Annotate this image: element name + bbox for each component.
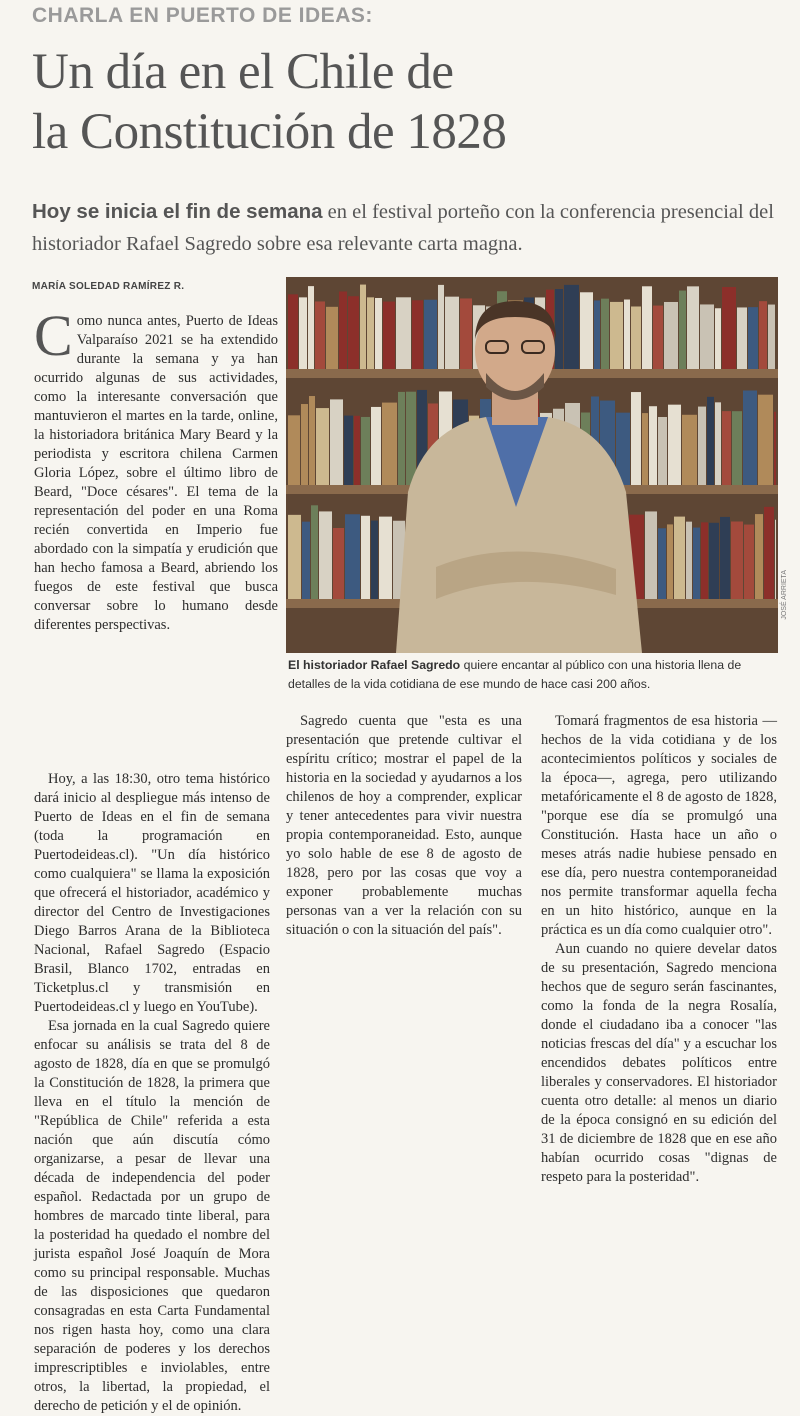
photo-caption: [288, 656, 782, 694]
book-spine: [693, 528, 700, 599]
body-paragraph-1-text: omo nunca antes, Puerto de Ideas Valparaíso 2021 se ha extendido durante la semana y ya han ocurrido algunas de sus actividades, como la interesante conversación que mantuvieron el martes en la tarde, online, la historiadora británica Mary Beard y la periodista y escritora chilena Carmen Gloria López, sobre el último libro de Beard, "Doce césares". El tema de la representación del poder en una Roma recién convertida en Imperio fue abordado con la simpatía y erudición que han hecho famosa a Beard, abriendo los fuegos de este festival que busca conversar sobre lo humano desde diferentes perspectivas.: [34, 313, 278, 633]
book-spine: [764, 507, 774, 599]
body-column-2: [286, 712, 522, 940]
body-paragraph-2: Hoy, a las 18:30, otro tema histórico dará inicio al despliegue más intenso de Puerto de Ideas en el fin de semana (toda la programación en Puertodeideas.cl). "Un día histórico como cualquiera" se llama la exposición que ofrecerá el historiador, académico y director del Centro de Investigaciones Diego Barros Arana de la Biblioteca Nacional, Rafael Sagredo (Espacio Brasil, Blanco 1702, entradas en Ticketplus.cl y transmisión en Puertodeideas.cl y luego en YouTube).: [34, 771, 270, 1015]
book-spine: [755, 514, 763, 599]
book-spine: [748, 307, 758, 369]
book-spine: [686, 522, 692, 599]
book-spine: [445, 297, 459, 369]
book-spine: [775, 520, 776, 599]
book-spine: [687, 286, 699, 369]
book-spine: [580, 292, 593, 369]
book-spine: [631, 306, 641, 369]
body-column-1-bottom: [34, 770, 270, 1416]
book-spine: [658, 528, 666, 599]
book-spine: [653, 306, 663, 369]
book-spine: [720, 517, 730, 599]
book-spine: [668, 405, 681, 485]
book-spine: [658, 417, 667, 485]
book-spine: [375, 298, 382, 369]
book-spine: [715, 308, 721, 369]
book-spine: [667, 524, 673, 599]
book-spine: [333, 528, 344, 599]
book-spine: [731, 522, 743, 599]
book-spine: [674, 517, 685, 599]
headline-line-1: Un día en el Chile de: [32, 44, 454, 100]
book-spine: [412, 300, 423, 369]
book-spine: [601, 299, 609, 369]
byline: MARÍA SOLEDAD RAMÍREZ R.: [32, 281, 185, 292]
book-spine: [768, 305, 775, 369]
book-spine: [631, 392, 641, 485]
book-spine: [288, 294, 298, 369]
book-spine: [722, 287, 736, 369]
book-spine: [371, 407, 381, 485]
photo-rafael-sagredo: [286, 277, 778, 653]
book-spine: [360, 285, 366, 369]
book-spine: [319, 511, 332, 599]
book-spine: [438, 285, 444, 369]
book-spine: [758, 395, 773, 485]
deck: [32, 196, 782, 260]
book-spine: [345, 514, 360, 599]
deck-text: en el festival porteño con la conferencia presencial del historiador Rafael Sagredo sobre esa relevante carta magna.: [32, 201, 774, 255]
book-spine: [642, 286, 652, 369]
book-spine: [348, 296, 359, 369]
book-spine: [715, 402, 721, 485]
headline-line-2: la Constitución de 1828: [32, 104, 507, 160]
book-spine: [624, 300, 630, 369]
caption-text: quiere encantar al público con una historia llena de detalles de la vida cotidiana de ese mundo de hace casi 200 años.: [288, 658, 742, 691]
body-paragraph-1: [34, 303, 278, 635]
book-spine: [311, 505, 318, 599]
book-spine: [722, 411, 731, 485]
book-spine: [326, 307, 338, 369]
book-spine: [744, 525, 754, 599]
body-paragraph-5: Tomará fragmentos de esa historia —hechos de la vida cotidiana y de los acontecimientos políticos y sociales de la época—, agrega, pero utilizando metafóricamente el 8 de agosto de 1828, "porque ese día se promulgó una Constitución. Hasta hace un año o meses atrás nadie hubiese pensado en ese día, pero nuestra contemporaneidad nos permite transformar aquella fecha en un hito histórico, aunque en la práctica es un día como cualquier otro".: [541, 713, 777, 938]
book-spine: [361, 417, 370, 485]
book-spine: [737, 307, 747, 369]
book-spine: [371, 521, 378, 599]
book-spine: [424, 300, 437, 369]
kicker: CHARLA EN PUERTO DE IDEAS:: [32, 4, 373, 27]
book-spine: [383, 302, 395, 369]
book-spine: [367, 297, 374, 369]
book-spine: [288, 415, 300, 485]
book-spine: [382, 403, 397, 485]
book-spine: [302, 522, 310, 599]
drop-cap: C: [34, 303, 73, 368]
book-spine: [701, 522, 708, 599]
book-spine: [396, 297, 411, 369]
book-spine: [709, 523, 719, 599]
book-spine: [555, 289, 563, 369]
book-spine: [679, 291, 686, 369]
book-spine: [339, 291, 347, 369]
body-paragraph-6: Aun cuando no quiere develar datos de su presentación, Sagredo menciona hechos que de seguro serán fascinantes, como la fonda de la negra Rosalía, donde el ciudadano iba a conocer "las noticias frescas del día" y a escuchar los encendidos debates políticos entre liberales y conservadores. El historiador cuenta otro detalle: al menos un diario de la época consignó en su edición del 31 de diciembre de 1828 que en ese año habían ocurrido cosas "dignas de respeto para la posteridad".: [541, 941, 777, 1185]
book-spine: [594, 300, 600, 369]
book-spine: [743, 390, 757, 485]
book-spine: [774, 412, 776, 485]
headline: [32, 42, 772, 162]
book-spine: [288, 515, 301, 599]
book-spine: [732, 411, 742, 485]
book-spine: [301, 404, 308, 485]
book-spine: [308, 286, 314, 369]
book-spine: [379, 517, 392, 599]
book-spine: [316, 408, 329, 485]
body-column-3: [541, 712, 777, 1187]
book-spine: [299, 297, 307, 369]
book-spine: [707, 397, 714, 485]
book-spine: [700, 304, 714, 369]
book-spine: [645, 511, 657, 599]
photo-illustration: [286, 277, 778, 653]
book-spine: [759, 301, 767, 369]
body-column-1-top: [34, 303, 278, 635]
book-spine: [315, 301, 325, 369]
book-spine: [664, 302, 678, 369]
book-spine: [610, 302, 623, 369]
book-spine: [649, 406, 657, 485]
book-spine: [309, 396, 315, 485]
book-spine: [698, 407, 706, 485]
body-paragraph-4: Sagredo cuenta que "esta es una presentación que pretende cultivar el espíritu crítico; mostrar el papel de la historia en la sociedad y ayudarnos a los chilenos de hoy a comprender, explicar y tener antecedentes para vivir nuestra propia contemporaneidad. Esto, aunque yo solo hable de ese 8 de agosto de 1828, pero por las cosas que voy a exponer probablemente muchas personas van a ver la relación con su situación o con la situación del país".: [286, 713, 522, 938]
book-spine: [354, 416, 360, 485]
book-spine: [406, 392, 416, 485]
photo-credit: JOSÉ ARRIETA: [781, 570, 788, 620]
book-spine: [361, 516, 370, 599]
book-spine: [642, 413, 648, 485]
book-spine: [344, 416, 353, 485]
book-spine: [682, 415, 697, 485]
deck-lead: Hoy se inicia el fin de semana: [32, 200, 323, 223]
book-spine: [460, 298, 472, 369]
body-paragraph-3: Esa jornada en la cual Sagredo quiere enfocar su análisis se trata del 8 de agosto de 1828, día en que se promulgó la Constitución de 1828, la primera que lleva en el título la mención de "República de Chile" referida a esta nación que aún discutía cómo organizarse, a pesar de llevar una década de independencia del poder español. Redactada por un grupo de hombres de marcado tinte liberal, para la posteridad ha quedado el nombre del jurista español José Joaquín de Mora como su principal responsable. Muchas de las disposiciones que quedaron consagradas en esta Carta Fundamental nos rigen hasta hoy, como una clara separación de poderes y los derechos imprescriptibles e inviolables, entre otros, la libertad, la propiedad, el derecho de petición y el de opinión.: [34, 1018, 270, 1414]
book-spine: [398, 392, 405, 485]
book-spine: [330, 399, 343, 485]
book-spine: [564, 285, 579, 369]
caption-lead: El historiador Rafael Sagredo: [288, 658, 461, 672]
